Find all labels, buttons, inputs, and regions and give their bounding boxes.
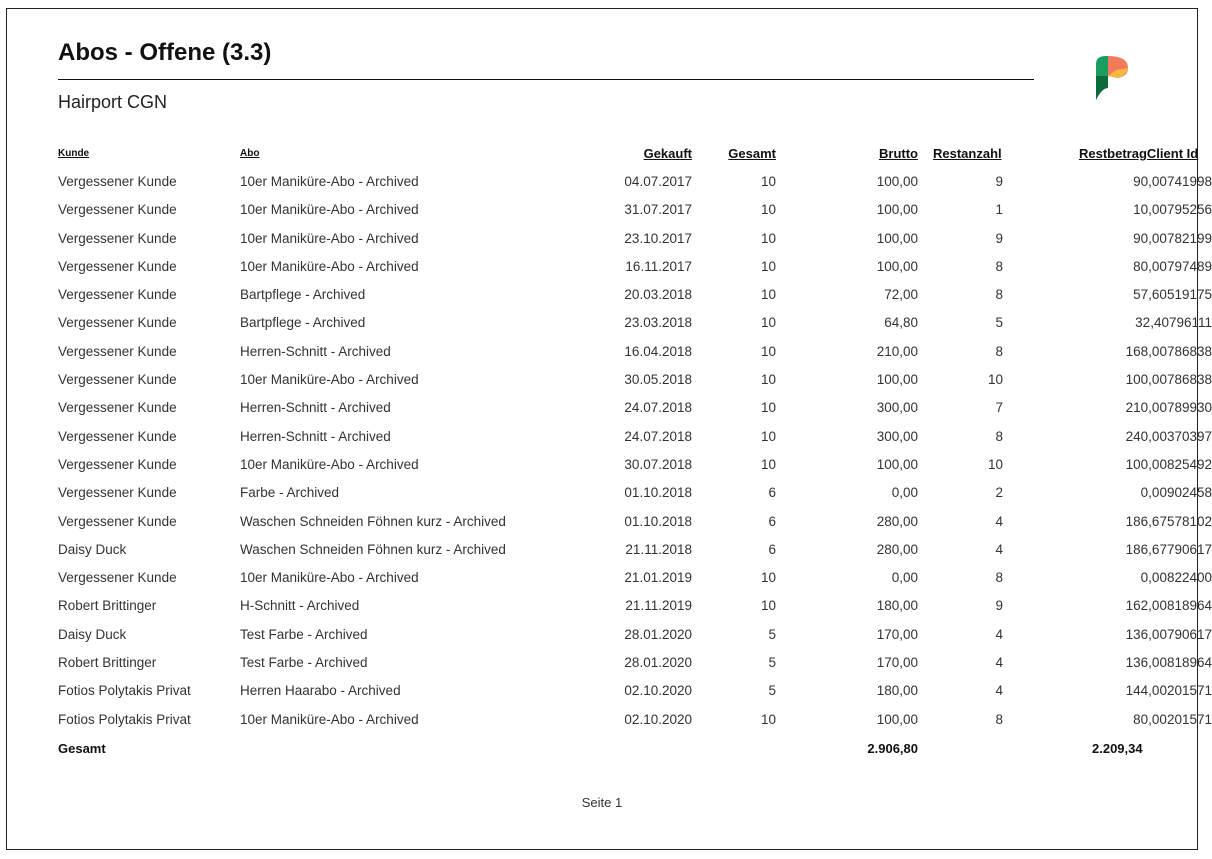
- cell-abo: Bartpflege - Archived: [240, 315, 366, 331]
- table-row: [7, 282, 1212, 310]
- cell-gesamt: 6: [768, 485, 776, 501]
- cell-restbetrag: 100,00786838: [1125, 372, 1212, 388]
- cell-gekauft: 23.10.2017: [624, 230, 692, 246]
- cell-kunde: Vergessener Kunde: [58, 258, 177, 274]
- cell-kunde: Vergessener Kunde: [58, 202, 177, 218]
- table-row: [7, 395, 1212, 423]
- cell-gesamt: 10: [760, 456, 776, 472]
- cell-gesamt: 5: [768, 683, 776, 699]
- cell-abo: 10er Maniküre-Abo - Archived: [240, 570, 419, 586]
- cell-gekauft: 02.10.2020: [624, 711, 692, 727]
- cell-abo: 10er Maniküre-Abo - Archived: [240, 456, 419, 472]
- cell-abo: 10er Maniküre-Abo - Archived: [240, 372, 419, 388]
- cell-gekauft: 30.07.2018: [624, 456, 692, 472]
- cell-gesamt: 10: [760, 400, 776, 416]
- cell-restanzahl: 5: [995, 315, 1003, 331]
- cell-restbetrag: 32,40796111: [1135, 315, 1212, 331]
- table-row: [7, 565, 1212, 593]
- cell-kunde: Vergessener Kunde: [58, 570, 177, 586]
- cell-restbetrag: 100,00825492: [1125, 456, 1212, 472]
- cell-gesamt: 10: [760, 343, 776, 359]
- cell-gekauft: 21.11.2019: [625, 598, 692, 614]
- cell-abo: Herren-Schnitt - Archived: [240, 400, 391, 416]
- cell-brutto: 300,00: [876, 428, 918, 444]
- cell-gesamt: 10: [760, 174, 776, 189]
- cell-gesamt: 10: [760, 315, 776, 331]
- cell-gesamt: 10: [760, 428, 776, 444]
- cell-restanzahl: 1: [995, 202, 1003, 218]
- cell-kunde: Vergessener Kunde: [58, 485, 177, 501]
- cell-abo: Waschen Schneiden Föhnen kurz - Archived: [240, 513, 506, 529]
- table-row: [7, 509, 1212, 537]
- cell-brutto: 100,00: [876, 258, 918, 274]
- table-row: [7, 197, 1212, 225]
- cell-gekauft: 20.03.2018: [624, 287, 692, 303]
- cell-restanzahl: 4: [995, 513, 1003, 529]
- cell-kunde: Vergessener Kunde: [58, 456, 177, 472]
- table-row: [7, 650, 1212, 678]
- cell-restbetrag: 162,00818964: [1125, 598, 1212, 614]
- cell-brutto: 100,00: [876, 456, 918, 472]
- cell-kunde: Vergessener Kunde: [58, 428, 177, 444]
- cell-abo: Waschen Schneiden Föhnen kurz - Archived: [240, 541, 506, 557]
- total-brutto: 2.906,80: [867, 741, 918, 756]
- cell-gekauft: 30.05.2018: [624, 372, 692, 388]
- cell-abo: Test Farbe - Archived: [240, 626, 368, 642]
- cell-restbetrag: 186,67578102: [1125, 513, 1212, 529]
- table-row: [7, 254, 1212, 282]
- header-abo: Abo: [240, 148, 260, 159]
- cell-restanzahl: 9: [995, 230, 1003, 246]
- cell-brutto: 280,00: [876, 541, 918, 557]
- cell-kunde: Daisy Duck: [58, 626, 127, 642]
- table-row: [7, 707, 1212, 735]
- cell-restbetrag: 57,60519175: [1133, 287, 1212, 303]
- cell-kunde: Fotios Polytakis Privat: [58, 683, 191, 699]
- cell-restanzahl: 9: [995, 174, 1003, 189]
- cell-gekauft: 02.10.2020: [624, 683, 692, 699]
- header-brutto: Brutto: [879, 146, 918, 161]
- cell-restanzahl: 8: [995, 570, 1003, 586]
- cell-restbetrag: 80,00201571: [1133, 711, 1212, 727]
- title-divider: [58, 79, 1034, 80]
- table-row: [7, 622, 1212, 650]
- cell-restbetrag: 210,00789930: [1125, 400, 1212, 416]
- cell-restanzahl: 8: [995, 287, 1003, 303]
- cell-gekauft: 28.01.2020: [624, 626, 692, 642]
- table-row: [7, 424, 1212, 452]
- cell-restanzahl: 7: [995, 400, 1003, 416]
- cell-restbetrag: 186,67790617: [1125, 541, 1212, 557]
- cell-brutto: 100,00: [876, 174, 918, 189]
- total-label: Gesamt: [58, 741, 106, 756]
- cell-gesamt: 6: [768, 541, 776, 557]
- cell-restanzahl: 2: [995, 485, 1003, 501]
- cell-restanzahl: 9: [995, 598, 1003, 614]
- table-row: [7, 226, 1212, 254]
- table-row: [7, 480, 1212, 508]
- cell-gekauft: 01.10.2018: [624, 485, 692, 501]
- total-restbetrag: 2.209,34: [1092, 741, 1143, 756]
- cell-gesamt: 5: [768, 655, 776, 671]
- cell-abo: H-Schnitt - Archived: [240, 598, 360, 614]
- cell-kunde: Vergessener Kunde: [58, 372, 177, 388]
- cell-restbetrag: 10,00795256: [1133, 202, 1212, 218]
- table-row: [7, 367, 1212, 395]
- cell-restbetrag: 136,00818964: [1125, 655, 1212, 671]
- cell-gekauft: 23.03.2018: [624, 315, 692, 331]
- cell-gesamt: 10: [760, 230, 776, 246]
- cell-brutto: 170,00: [876, 626, 918, 642]
- cell-restbetrag: 0,00902458: [1140, 485, 1212, 501]
- table-row: [7, 310, 1212, 338]
- cell-gekauft: 31.07.2017: [624, 202, 692, 218]
- cell-gesamt: 10: [760, 287, 776, 303]
- cell-kunde: Vergessener Kunde: [58, 174, 177, 189]
- cell-kunde: Robert Brittinger: [58, 598, 157, 614]
- cell-abo: Bartpflege - Archived: [240, 287, 366, 303]
- cell-brutto: 280,00: [876, 513, 918, 529]
- cell-kunde: Daisy Duck: [58, 541, 127, 557]
- cell-brutto: 100,00: [876, 711, 918, 727]
- cell-gekauft: 28.01.2020: [624, 655, 692, 671]
- cell-gesamt: 6: [768, 513, 776, 529]
- cell-gesamt: 10: [760, 598, 776, 614]
- cell-brutto: 300,00: [876, 400, 918, 416]
- cell-restbetrag: 136,00790617: [1125, 626, 1212, 642]
- table-row: [7, 339, 1212, 367]
- cell-restbetrag: 144,00201571: [1125, 683, 1212, 699]
- cell-gekauft: 04.07.2017: [624, 174, 692, 189]
- cell-brutto: 100,00: [876, 202, 918, 218]
- cell-brutto: 210,00: [876, 343, 918, 359]
- cell-restbetrag: 0,00822400: [1140, 570, 1212, 586]
- table-row: [7, 593, 1212, 621]
- cell-gesamt: 10: [760, 258, 776, 274]
- cell-abo: Herren Haarabo - Archived: [240, 683, 401, 699]
- cell-gekauft: 01.10.2018: [624, 513, 692, 529]
- cell-restanzahl: 10: [987, 372, 1003, 388]
- header-restbetrag-client-id: RestbetragClient Id: [1079, 146, 1199, 161]
- report-title: Abos - Offene (3.3): [58, 39, 272, 66]
- cell-abo: 10er Maniküre-Abo - Archived: [240, 258, 419, 274]
- header-gekauft: Gekauft: [643, 146, 692, 161]
- cell-gesamt: 10: [760, 202, 776, 218]
- cell-restanzahl: 8: [995, 428, 1003, 444]
- cell-restanzahl: 4: [995, 683, 1003, 699]
- brand-logo-icon: [1094, 54, 1130, 102]
- cell-kunde: Fotios Polytakis Privat: [58, 711, 191, 727]
- cell-gekauft: 21.11.2018: [625, 541, 692, 557]
- cell-kunde: Vergessener Kunde: [58, 513, 177, 529]
- cell-restanzahl: 4: [995, 541, 1003, 557]
- cell-gesamt: 10: [760, 711, 776, 727]
- cell-abo: 10er Maniküre-Abo - Archived: [240, 230, 419, 246]
- cell-restanzahl: 4: [995, 655, 1003, 671]
- cell-gekauft: 21.01.2019: [624, 570, 692, 586]
- cell-kunde: Vergessener Kunde: [58, 343, 177, 359]
- cell-kunde: Vergessener Kunde: [58, 315, 177, 331]
- cell-brutto: 100,00: [876, 230, 918, 246]
- cell-restanzahl: 8: [995, 711, 1003, 727]
- cell-restanzahl: 8: [995, 258, 1003, 274]
- cell-brutto: 0,00: [891, 485, 918, 501]
- report-page: [6, 8, 1212, 850]
- cell-restanzahl: 4: [995, 626, 1003, 642]
- cell-abo: 10er Maniküre-Abo - Archived: [240, 711, 419, 727]
- cell-brutto: 100,00: [876, 372, 918, 388]
- cell-kunde: Robert Brittinger: [58, 655, 157, 671]
- cell-kunde: Vergessener Kunde: [58, 230, 177, 246]
- cell-restanzahl: 8: [995, 343, 1003, 359]
- cell-abo: Herren-Schnitt - Archived: [240, 428, 391, 444]
- cell-restbetrag: 240,00370397: [1125, 428, 1212, 444]
- cell-gesamt: 10: [760, 372, 776, 388]
- cell-abo: Herren-Schnitt - Archived: [240, 343, 391, 359]
- cell-abo: Test Farbe - Archived: [240, 655, 368, 671]
- cell-abo: 10er Maniküre-Abo - Archived: [240, 202, 419, 218]
- cell-abo: 10er Maniküre-Abo - Archived: [240, 174, 419, 189]
- table-row: [7, 169, 1212, 197]
- cell-brutto: 64,80: [884, 315, 918, 331]
- page-number: Seite 1: [581, 795, 623, 810]
- header-kunde: Kunde: [58, 148, 90, 159]
- cell-restbetrag: 80,00797489: [1133, 258, 1212, 274]
- cell-brutto: 180,00: [876, 598, 918, 614]
- cell-brutto: 72,00: [884, 287, 918, 303]
- cell-brutto: 170,00: [876, 655, 918, 671]
- cell-kunde: Vergessener Kunde: [58, 287, 177, 303]
- cell-gesamt: 10: [760, 570, 776, 586]
- cell-brutto: 180,00: [876, 683, 918, 699]
- table-row: [7, 537, 1212, 565]
- cell-gekauft: 24.07.2018: [624, 428, 692, 444]
- cell-gekauft: 16.04.2018: [624, 343, 692, 359]
- cell-restbetrag: 168,00786838: [1125, 343, 1212, 359]
- cell-kunde: Vergessener Kunde: [58, 400, 177, 416]
- table-body: [7, 169, 1212, 735]
- header-gesamt: Gesamt: [728, 146, 776, 161]
- cell-brutto: 0,00: [891, 570, 918, 586]
- cell-gekauft: 16.11.2017: [625, 258, 692, 274]
- report-subtitle: Hairport CGN: [58, 92, 168, 112]
- cell-restbetrag: 90,00741998: [1133, 174, 1212, 189]
- table-row: [7, 452, 1212, 480]
- table-row: [7, 678, 1212, 706]
- header-restanzahl: Restanzahl: [933, 146, 1002, 161]
- cell-gesamt: 5: [768, 626, 776, 642]
- cell-restbetrag: 90,00782199: [1133, 230, 1212, 246]
- cell-gekauft: 24.07.2018: [624, 400, 692, 416]
- cell-abo: Farbe - Archived: [240, 485, 340, 501]
- cell-restanzahl: 10: [987, 456, 1003, 472]
